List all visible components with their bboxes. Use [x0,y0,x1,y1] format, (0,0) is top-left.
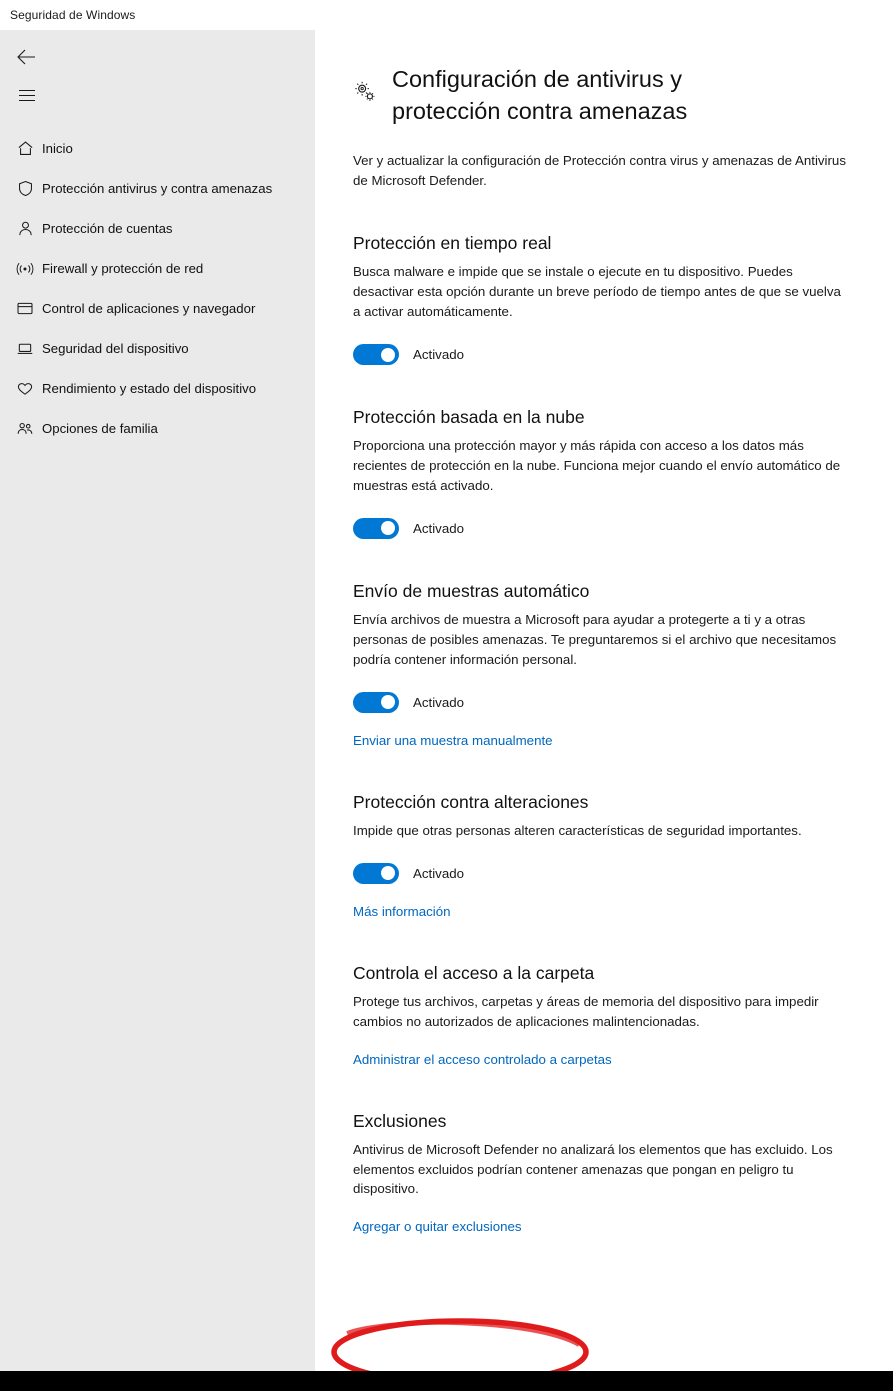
sidebar-item-label: Rendimiento y estado del dispositivo [42,380,257,396]
cloud-protection-toggle[interactable] [353,518,464,539]
section-tamper-protection [353,792,849,921]
sidebar-item-control-aplicaciones[interactable] [0,288,315,328]
toggle-state-label: Activado [413,520,464,536]
section-description: Busca malware e impide que se instale o ejecute en tu dispositivo. Puedes desactivar esta opción durante un breve período de tiempo antes de que se vuelva a activar automáticamente. [353,264,841,320]
toggle-switch-on[interactable] [353,692,399,713]
section-exclusions [353,1111,849,1237]
title-bar [0,0,893,30]
window-title: Seguridad de Windows [10,8,136,22]
page-header [353,64,849,127]
hamburger-menu-icon[interactable] [6,76,48,114]
gears-icon [353,80,378,110]
sidebar-item-label: Opciones de familia [42,420,158,436]
sidebar-item-proteccion-antivirus[interactable] [0,168,315,208]
section-description: Impide que otras personas alteren características de seguridad importantes. [353,822,802,838]
realtime-protection-toggle[interactable] [353,344,464,365]
section-heading: Protección en tiempo real [353,233,552,254]
back-button[interactable] [6,38,48,76]
wifi-icon [8,260,42,277]
sidebar-item-seguridad-dispositivo[interactable] [0,328,315,368]
section-description: Antivirus de Microsoft Defender no analizará los elementos que has excluido. Los elementos excluidos podrían contener amenazas que pongan en peligro tu dispositivo. [353,1141,833,1197]
toggle-knob [381,521,395,535]
add-remove-exclusions-link[interactable]: Agregar o quitar exclusiones [353,1219,522,1235]
section-automatic-sample-submission [353,581,849,750]
toggle-knob [381,348,395,362]
family-icon [8,420,42,437]
section-heading: Envío de muestras automático [353,580,590,601]
toggle-switch-on[interactable] [353,344,399,365]
section-cloud-protection [353,407,849,539]
section-description: Protege tus archivos, carpetas y áreas de memoria del dispositivo para impedir cambios no autorizados de aplicaciones malintencionadas. [353,993,819,1029]
section-description: Proporciona una protección mayor y más rápida con acceso a los datos más recientes de protección en la nube. Funciona mejor cuando el envío automático de muestras está activado. [353,438,841,493]
app-window-icon [8,300,42,317]
sidebar-item-label: Firewall y protección de red [42,260,204,276]
bottom-black-strip [0,1371,893,1391]
manage-controlled-folder-access-link[interactable]: Administrar el acceso controlado a carpetas [353,1051,612,1067]
more-info-link[interactable]: Más información [353,903,451,919]
main-content [315,30,893,1371]
tamper-protection-toggle[interactable] [353,863,464,884]
section-heading: Protección contra alteraciones [353,791,589,812]
bottom-spacer [353,1236,849,1276]
toggle-state-label: Activado [413,865,464,881]
section-heading: Exclusiones [353,1110,447,1131]
sidebar-item-label: Seguridad del dispositivo [42,340,189,356]
submit-sample-link[interactable]: Enviar una muestra manualmente [353,732,553,748]
page-description: Ver y actualizar la configuración de Protección contra virus y amenazas de Antivirus de Microsoft Defender. [353,153,846,189]
toggle-state-label: Activado [413,694,464,710]
sidebar [0,30,315,1371]
heart-icon [8,380,42,397]
sidebar-item-label: Protección antivirus y contra amenazas [42,180,273,196]
toggle-switch-on[interactable] [353,863,399,884]
section-realtime-protection [353,233,849,365]
sidebar-item-firewall[interactable] [0,248,315,288]
sidebar-item-opciones-familia[interactable] [0,408,315,448]
sidebar-item-rendimiento[interactable] [0,368,315,408]
section-heading: Controla el acceso a la carpeta [353,962,595,983]
person-icon [8,220,42,237]
sidebar-top-controls [0,38,315,114]
home-icon [8,140,42,157]
toggle-knob [381,866,395,880]
sample-submission-toggle[interactable] [353,692,464,713]
sidebar-item-label: Protección de cuentas [42,220,173,236]
settings-scroll-area[interactable] [353,64,849,1371]
sidebar-item-proteccion-cuentas[interactable] [0,208,315,248]
section-controlled-folder-access [353,963,849,1069]
sidebar-item-inicio[interactable] [0,128,315,168]
sidebar-item-label: Control de aplicaciones y navegador [42,300,256,316]
sidebar-nav-list [0,128,315,448]
page-title: Configuración de antivirus y protección contra amenazas [392,66,688,124]
shield-icon [8,180,42,197]
window-body [0,30,893,1371]
section-heading: Protección basada en la nube [353,407,585,428]
toggle-knob [381,695,395,709]
sidebar-item-label: Inicio [42,140,73,156]
device-icon [8,340,42,357]
toggle-switch-on[interactable] [353,518,399,539]
toggle-state-label: Activado [413,347,464,363]
section-description: Envía archivos de muestra a Microsoft para ayudar a protegerte a ti y a otras personas de posibles amenazas. Te preguntaremos si el archivo que necesitamos podría contener información personal. [353,611,837,667]
